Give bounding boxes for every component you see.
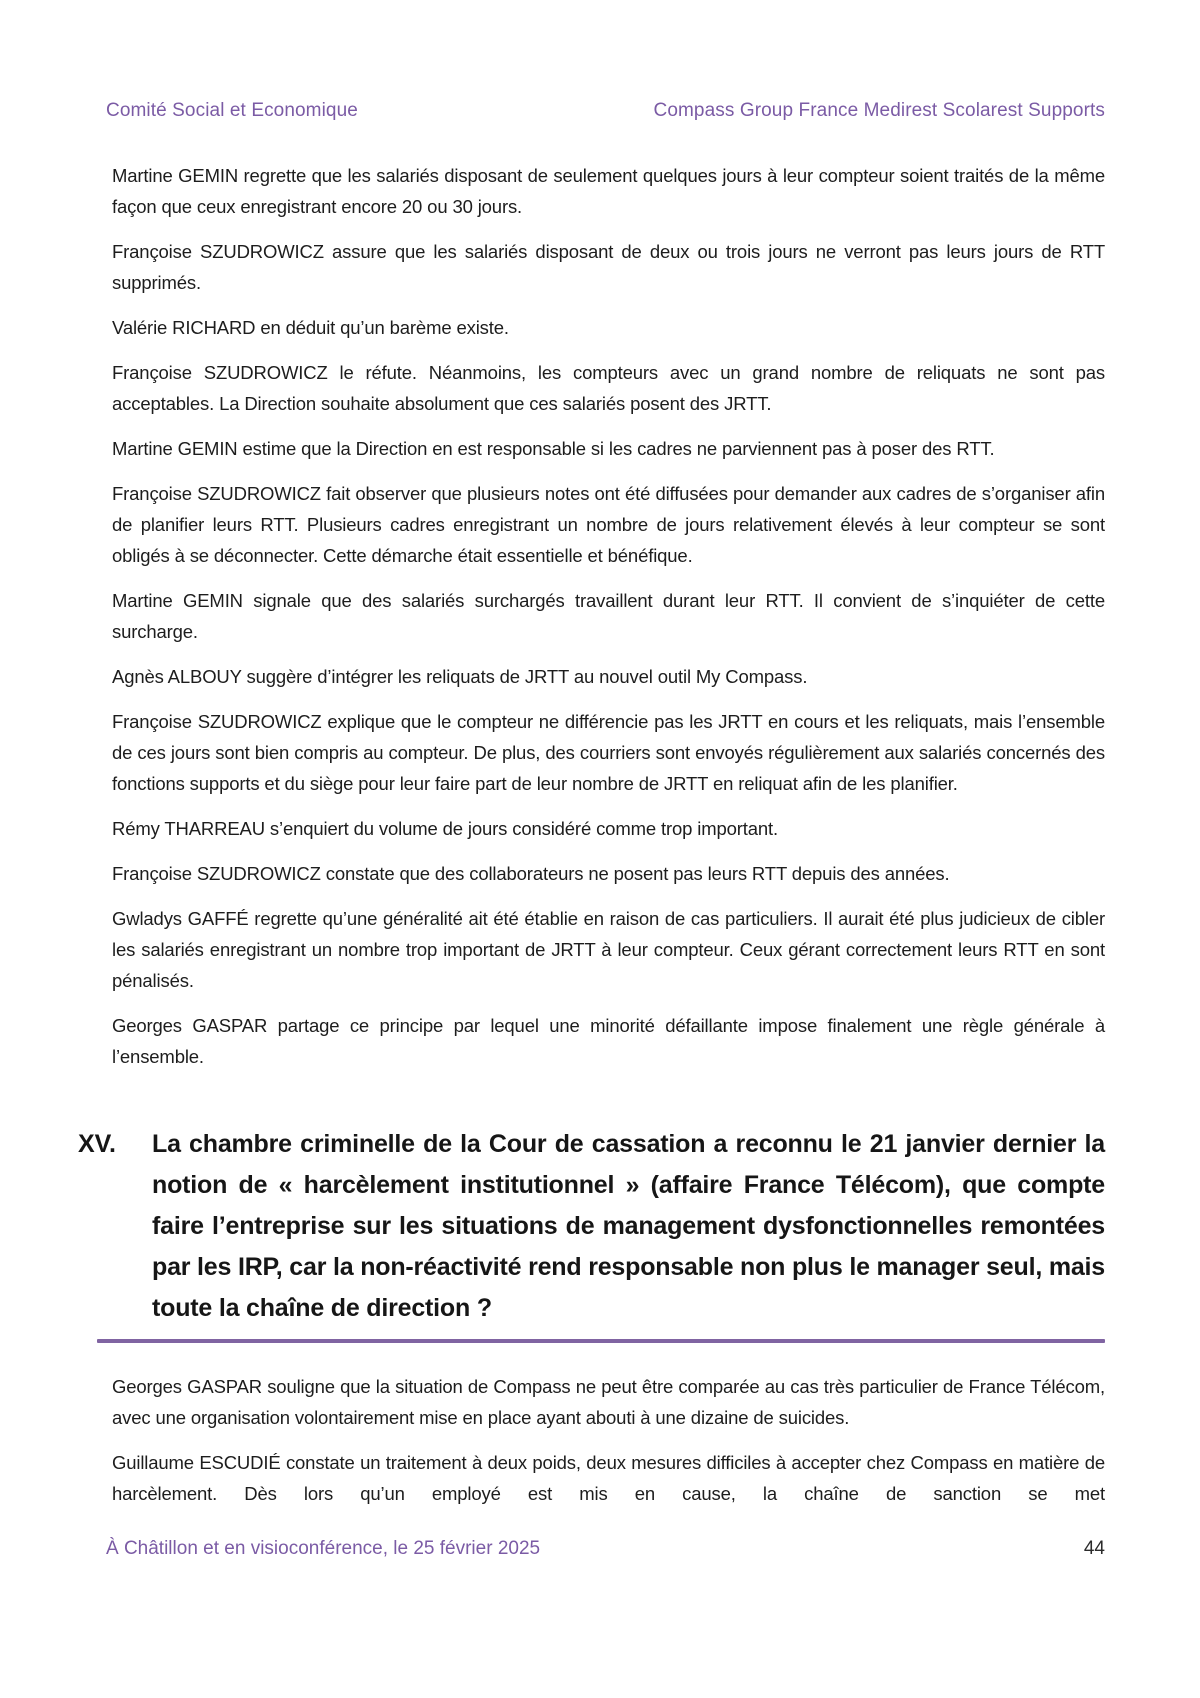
paragraph: Françoise SZUDROWICZ assure que les salariés disposant de deux ou trois jours ne verront pas leurs jours de RTT supprimés.	[112, 241, 1105, 293]
section-heading	[78, 1124, 1105, 1329]
paragraph: Agnès ALBOUY suggère d’intégrer les reliquats de JRTT au nouvel outil My Compass.	[112, 666, 808, 687]
section-number: XV.	[78, 1130, 117, 1158]
section-underline-rule	[97, 1339, 1105, 1343]
header-company-label: Compass Group France Medirest Scolarest Supports	[653, 100, 1105, 121]
page-number: 44	[1083, 1538, 1105, 1559]
paragraph: Françoise SZUDROWICZ le réfute. Néanmoins, les compteurs avec un grand nombre de reliquats ne sont pas acceptables. La Direction souhaite absolument que ces salariés posent des JRTT.	[112, 362, 1105, 414]
page-header	[106, 100, 1105, 122]
paragraph: Valérie RICHARD en déduit qu’un barème existe.	[112, 317, 509, 338]
paragraph: Martine GEMIN signale que des salariés surchargés travaillent durant leur RTT. Il convient de s’inquiéter de cette surcharge.	[112, 590, 1105, 642]
footer-location-date: À Châtillon et en visioconférence, le 25 février 2025	[106, 1538, 541, 1559]
section-title: La chambre criminelle de la Cour de cassation a reconnu le 21 janvier dernier la notion de « harcèlement institutionnel » (affaire France Télécom), que compte faire l’entreprise sur les situations de management dysfonctionnelles remontées par les IRP, car la non-réactivité rend responsable non plus le manager seul, mais toute la chaîne de direction ?	[152, 1130, 1105, 1322]
paragraph: Martine GEMIN regrette que les salariés disposant de seulement quelques jours à leur compteur soient traités de la même façon que ceux enregistrant encore 20 ou 30 jours.	[112, 165, 1105, 217]
paragraph: Françoise SZUDROWICZ explique que le compteur ne différencie pas les JRTT en cours et les reliquats, mais l’ensemble de ces jours sont bien compris au compteur. De plus, des courriers sont envoyés régulièrement aux salariés concernés des fonctions supports et du siège pour leur faire part de leur nombre de JRTT en reliquat afin de les planifier.	[112, 711, 1105, 794]
document-body	[78, 160, 1105, 1523]
paragraph: Guillaume ESCUDIÉ constate un traitement à deux poids, deux mesures difficiles à accepter chez Compass en matière de harcèlement. Dès lors qu’un employé est mis en cause, la chaîne de sanction se met	[112, 1452, 1105, 1504]
paragraph: Georges GASPAR partage ce principe par lequel une minorité défaillante impose finalement une règle générale à l’ensemble.	[112, 1015, 1105, 1067]
paragraph: Gwladys GAFFÉ regrette qu’une généralité ait été établie en raison de cas particuliers. Il aurait été plus judicieux de cibler les salariés enregistrant un nombre trop important de JRTT à leur compteur. Ceux gérant correctement leurs RTT en sont pénalisés.	[112, 908, 1105, 991]
paragraph: Françoise SZUDROWICZ constate que des collaborateurs ne posent pas leurs RTT depuis des années.	[112, 863, 950, 884]
paragraph: Martine GEMIN estime que la Direction en est responsable si les cadres ne parviennent pas à poser des RTT.	[112, 438, 995, 459]
header-committee-label: Comité Social et Economique	[106, 100, 358, 121]
paragraph: Françoise SZUDROWICZ fait observer que plusieurs notes ont été diffusées pour demander aux cadres de s’organiser afin de planifier leurs RTT. Plusieurs cadres enregistrant un nombre de jours relativement élevés à leur compteur se sont obligés à se déconnecter. Cette démarche était essentielle et bénéfique.	[112, 483, 1105, 566]
paragraph: Rémy THARREAU s’enquiert du volume de jours considéré comme trop important.	[112, 818, 778, 839]
page-footer	[106, 1538, 1105, 1560]
paragraph: Georges GASPAR souligne que la situation de Compass ne peut être comparée au cas très particulier de France Télécom, avec une organisation volontairement mise en place ayant abouti à une dizaine de suicides.	[112, 1376, 1105, 1428]
